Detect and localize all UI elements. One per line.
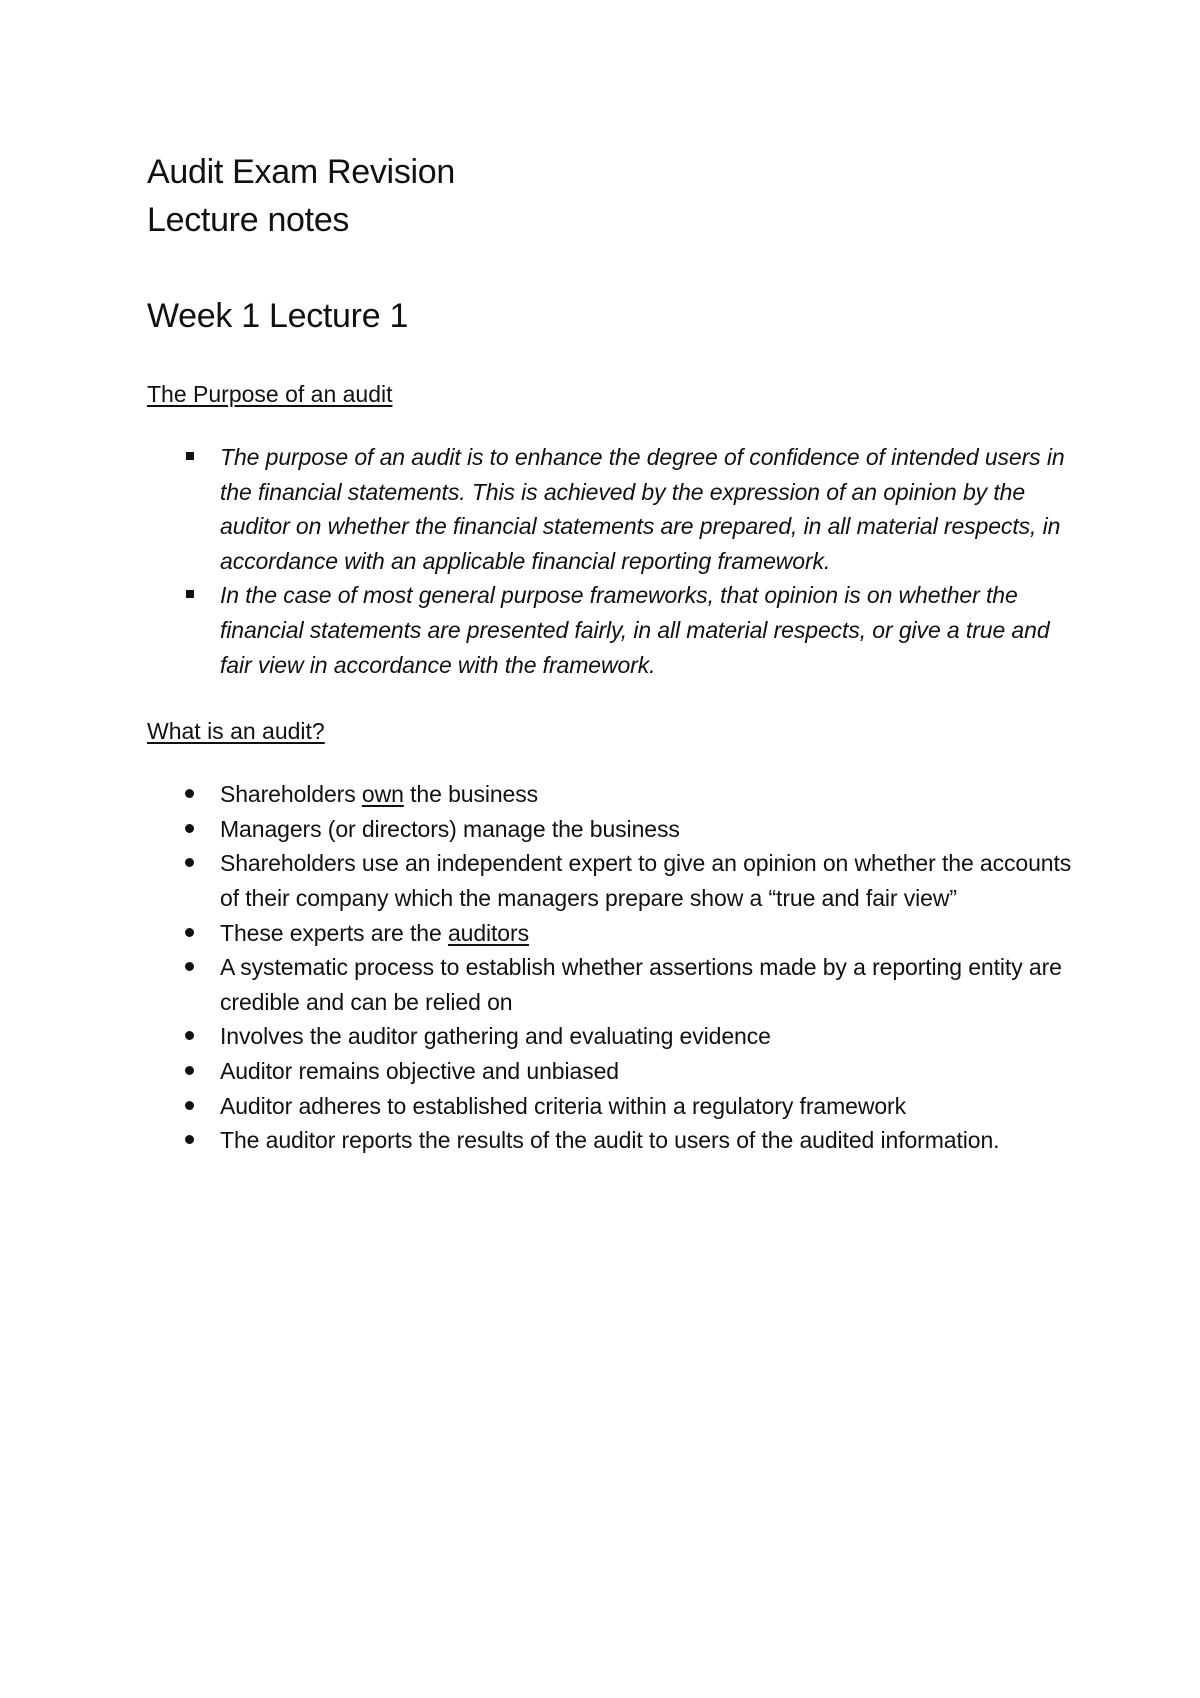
- square-bullet-icon: [186, 452, 194, 460]
- list-item: [147, 777, 1077, 812]
- list-item: [147, 440, 1077, 578]
- list-item-text: In the case of most general purpose frameworks, that opinion is on whether the financial statements are presented fairly, in all material respects, or give a true and fair view in accordance with the framework.: [220, 582, 1050, 678]
- list-item-text: Shareholders: [220, 781, 362, 808]
- section-heading-what-is-audit: What is an audit?: [147, 718, 325, 745]
- round-bullet-icon: [185, 824, 194, 833]
- round-bullet-icon: [185, 1101, 194, 1110]
- list-item: [147, 578, 1077, 682]
- list-item: [147, 950, 1077, 1019]
- round-bullet-icon: [185, 1031, 194, 1040]
- round-bullet-icon: [185, 1066, 194, 1075]
- list-item: [147, 846, 1077, 915]
- round-bullet-icon: [185, 962, 194, 971]
- round-bullet-icon: [185, 928, 194, 937]
- round-bullet-icon: [185, 789, 194, 798]
- document-title: Audit Exam Revision: [147, 153, 455, 191]
- list-item: [147, 1089, 1077, 1124]
- list-item-text: Shareholders use an independent expert to give an opinion on whether the accounts of their company which the managers prepare show a “true and fair view”: [220, 850, 1072, 911]
- list-item-text: These experts are the: [220, 919, 448, 946]
- round-bullet-icon: [185, 1135, 194, 1144]
- list-item-text: Auditor adheres to established criteria within a regulatory framework: [220, 1092, 906, 1119]
- list-item-text: The auditor reports the results of the audit to users of the audited information.: [220, 1127, 1000, 1154]
- list-item-text: the business: [403, 781, 539, 808]
- document-body: [147, 148, 1077, 1158]
- list-item-text: A systematic process to establish whether assertions made by a reporting entity are credible and can be relied on: [220, 954, 1062, 1015]
- purpose-list: [147, 440, 1077, 682]
- underlined-word: own: [361, 781, 404, 808]
- section-heading-purpose: The Purpose of an audit: [147, 381, 393, 407]
- round-bullet-icon: [185, 858, 194, 867]
- list-item: [147, 1054, 1077, 1089]
- underlined-word: auditors: [447, 919, 529, 946]
- document-subtitle: Lecture notes: [147, 201, 350, 239]
- week-heading: Week 1 Lecture 1: [147, 297, 409, 335]
- list-item-text: The purpose of an audit is to enhance the degree of confidence of intended users in the financial statements. This is achieved by the expression of an opinion by the auditor on whether the financial statements are prepared, in all material respects, in accordance with an applicable financial reporting framework.: [220, 444, 1065, 574]
- list-item-text: Involves the auditor gathering and evaluating evidence: [220, 1023, 771, 1050]
- what-is-audit-list: [147, 777, 1077, 1158]
- list-item: [147, 1123, 1077, 1158]
- list-item: [147, 812, 1077, 847]
- list-item-text: Auditor remains objective and unbiased: [220, 1057, 619, 1084]
- list-item: [147, 916, 1077, 951]
- list-item-text: Managers (or directors) manage the business: [220, 815, 680, 842]
- square-bullet-icon: [186, 590, 194, 598]
- list-item: [147, 1019, 1077, 1054]
